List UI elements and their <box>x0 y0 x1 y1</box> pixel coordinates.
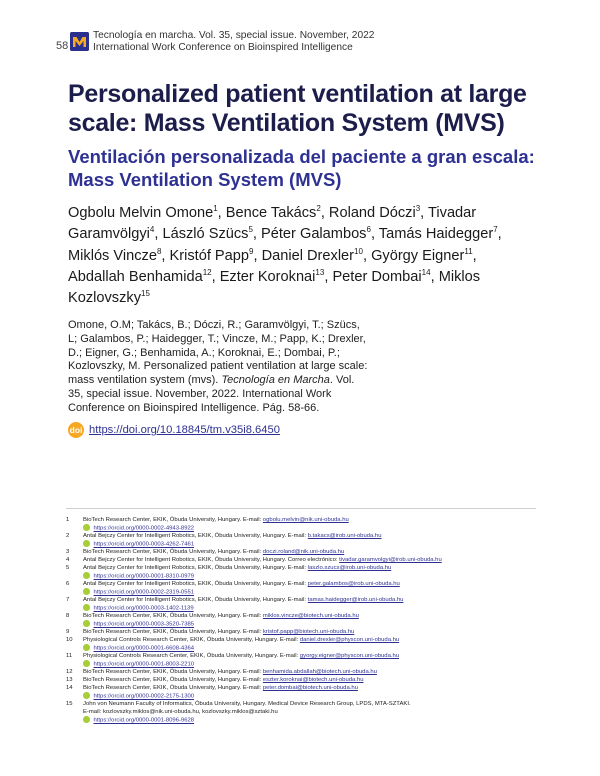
footnotes <box>66 516 546 724</box>
article-title-english: Personalized patient ventilation at large scale: Mass Ventilation System (MVS) <box>68 80 527 137</box>
citation-rest: . Vol. 35, special issue. November, 2022. International Work Conference on Bioinspired Intelligence. Pág. 58-66. <box>68 374 355 414</box>
author-affiliation-mark: 10 <box>354 246 363 256</box>
footnote-text: BioTech Research Center, EKIK, Óbuda University, Hungary. E-mail: <box>83 677 263 683</box>
author-name: Miklos Kozlovszky <box>68 268 481 307</box>
author-list: Ogbolu Melvin Omone$^1$, Bence Takács$^2$, Roland Dóczi$^3$, Tivadar Garamvölgyi$^4$, László Szücs$^5$, Péter Galambos$^6$, Tamás Haidegger$^7$, Miklós Vincze$^8$, Kristóf Papp$^9$, Daniel Drexler$^{10}$, György Eigner$^{11}$, Abdallah Benhamida$^{12}$, Ezter Koroknai$^{13}$, Peter Dombai$^{14}$, Miklos Kozlovszky$^{15}$ <box>68 204 502 307</box>
author-name: Bence Takács <box>225 205 317 221</box>
footnote-number: 11 <box>66 653 73 659</box>
footnote-divider <box>66 508 536 509</box>
footnote-email-link[interactable]: doczi.roland@nik.uni-obuda.hu <box>262 549 345 555</box>
citation-text: Omone, O.M; Takács, B.; Dóczi, R.; Garamvölgyi, T.; Szücs, L; Galambos, P.; Haidegger, T.; Vincze, M.; Papp, K.; Drexler, D.; Eigner, G.; Benhamida, A.; Koroknai, E.; Dombai, P.; Kozlovszky, M. Personalized patient ventilation at large scale: mass ventilation system (mvs). <box>68 319 368 387</box>
doi-link[interactable]: https://doi.org/10.18845/tm.v35i8.6450 <box>89 424 280 436</box>
orcid-line <box>66 524 546 532</box>
doi-icon: doi <box>68 422 84 438</box>
footnote-text: Antal Bejczy Center for Intelligent Robotics, EKIK, Óbuda University, Hungary. Correo electrónico: <box>83 557 340 563</box>
orcid-line <box>66 644 546 652</box>
footnote-email-link[interactable]: tamas.haidegger@irob.uni-obuda.hu <box>307 597 404 603</box>
footnote-email-link[interactable]: daniel.drexler@physcon.uni-obuda.hu <box>299 637 400 643</box>
footnote <box>66 628 546 636</box>
orcid-line <box>66 660 546 668</box>
orcid-link[interactable]: https://orcid.org/0000-0002-2175-1300 <box>93 693 195 700</box>
footnote-email-link[interactable]: benhamida.abdallah@biotech.uni-obuda.hu <box>262 669 377 675</box>
orcid-link[interactable]: https://orcid.org/0000-0001-8003-2210 <box>93 661 195 668</box>
author-affiliation-mark: 7 <box>493 225 498 235</box>
footnote <box>66 548 546 556</box>
author-affiliation-mark: 12 <box>202 267 212 277</box>
orcid-icon <box>83 620 90 627</box>
footnote-number: 5 <box>66 565 70 571</box>
footnote <box>66 612 546 620</box>
footnote <box>66 636 546 644</box>
orcid-line <box>66 604 546 612</box>
footnote <box>66 556 546 564</box>
footnote-text: BioTech Research Center, EKIK, Óbuda University, Hungary. E-mail: <box>83 613 263 619</box>
footnote-text: Physiological Controls Research Center, EKIK, Óbuda University, Hungary. E-mail: <box>83 653 300 659</box>
author-affiliation-mark: 3 <box>415 204 421 213</box>
footnote-number: 4 <box>66 557 70 563</box>
footnote-number: 9 <box>66 629 70 635</box>
footnote <box>66 596 546 604</box>
footnote-number: 1 <box>66 517 70 523</box>
footnote-text: BioTech Research Center, EKIK, Óbuda University, Hungary. E-mail: <box>83 669 263 675</box>
footnote <box>66 684 546 692</box>
orcid-icon <box>83 644 90 651</box>
author-name: Daniel Drexler <box>261 247 355 264</box>
author-name: Peter Dombai <box>332 268 422 285</box>
footnote-text: BioTech Research Center, EKIK, Óbuda University, Hungary. E-mail: <box>83 629 263 635</box>
footnote-number: 8 <box>66 613 70 619</box>
footnote-number: 3 <box>66 549 70 555</box>
orcid-line <box>66 588 546 596</box>
author-affiliation-mark: 8 <box>156 246 162 256</box>
author-affiliation-mark: 13 <box>315 267 325 277</box>
footnote-text: BioTech Research Center, EKIK, Óbuda University, Hungary. E-mail: <box>83 685 263 691</box>
footnote-continuation: E-mail: kozlovszky.miklos@nik.uni-obuda.hu, kozlovszky.miklos@sztaki.hu <box>83 709 278 715</box>
footnote-text: BioTech Research Center, EKIK, Óbuda University, Hungary. E-mail: <box>83 549 263 555</box>
footnote-email-link[interactable]: peter.dombai@biotech.uni-obuda.hu <box>262 685 358 691</box>
author-affiliation-mark: 1 <box>213 204 218 213</box>
footnote-number: 13 <box>66 677 73 683</box>
orcid-link[interactable]: https://orcid.org/0000-0001-8310-0979 <box>93 573 195 580</box>
footnote <box>66 580 546 588</box>
author-affiliation-mark: 2 <box>316 204 321 213</box>
journal-logo <box>70 32 89 51</box>
footnote-email-link[interactable]: kristof.papp@biotech.uni-obuda.hu <box>262 629 355 635</box>
footnote <box>66 564 546 572</box>
orcid-icon <box>83 524 90 531</box>
author-affiliation-mark: 11 <box>464 246 473 256</box>
author-name: László Szücs <box>162 226 249 243</box>
footnote-text: Physiological Controls Research Center, EKIK, Óbuda University, Hungary. E-mail: <box>83 637 300 643</box>
article-title-spanish: Ventilación personalizada del paciente a gran escala: Mass Ventilation System (MVS) <box>68 146 535 190</box>
footnote-email-link[interactable]: miklos.vincze@biotech.uni-obuda.hu <box>262 613 359 619</box>
author-name: György Eigner <box>371 247 465 264</box>
orcid-icon <box>83 588 90 595</box>
journal-line-1: Tecnología en marcha. Vol. 35, special issue. November, 2022 <box>93 30 375 41</box>
orcid-link[interactable]: https://orcid.org/0000-0002-2319-0551 <box>93 589 195 596</box>
author-affiliation-mark: 5 <box>248 225 253 235</box>
footnote-number: 14 <box>66 685 73 691</box>
footnote-text: Antal Bejczy Center for Intelligent Robotics, EKIK, Óbuda University, Hungary. E-mail: <box>83 597 308 603</box>
citation <box>68 319 368 416</box>
orcid-icon <box>83 604 90 611</box>
footnote <box>66 676 546 684</box>
footnote-number: 10 <box>66 637 73 643</box>
orcid-link[interactable]: https://orcid.org/0000-0003-1402-1139 <box>93 605 194 612</box>
footnote-text: Antal Bejczy Center for Intelligent Robotics, EKIK, Óbuda University, Hungary. E-mail: <box>83 533 308 539</box>
footnote-text: Antal Bejczy Center for Intelligent Robotics, EKIK, Óbuda University, Hungary. E-mail: <box>83 565 308 571</box>
author-name: Péter Galambos <box>261 226 367 243</box>
doi-block <box>68 422 280 438</box>
footnote <box>66 516 546 524</box>
journal-line-2: International Work Conference on Bioinspired Intelligence <box>93 42 353 53</box>
footnote-email-link[interactable]: peter.galambos@irob.uni-obuda.hu <box>307 581 400 587</box>
author-name: Kristóf Papp <box>169 247 250 264</box>
footnote-email-link[interactable]: gyorgy.eigner@physcon.uni-obuda.hu <box>299 653 400 659</box>
orcid-link[interactable]: https://orcid.org/0000-0003-4262-7461 <box>93 541 195 548</box>
footnote-email-link[interactable]: ogbolu.melvin@nik.uni-obuda.hu <box>262 517 349 523</box>
orcid-line <box>66 620 546 628</box>
orcid-link[interactable]: https://orcid.org/0000-0002-4943-8922 <box>93 525 195 532</box>
author-name: Roland Dóczi <box>328 205 416 221</box>
footnote <box>66 668 546 676</box>
author-name: Tivadar Garamvölgyi <box>68 205 477 243</box>
footnote-email-link[interactable]: tivadar.garamvolgyi@irob.uni-obuda.hu <box>339 557 442 563</box>
author-affiliation-mark: 4 <box>149 225 155 235</box>
author-affiliation-mark: 9 <box>249 246 254 256</box>
footnote-email-link[interactable]: b.takacs@irob.uni-obuda.hu <box>307 533 382 539</box>
footnote-text: BioTech Research Center, EKIK, Óbuda University, Hungary. E-mail: <box>83 517 263 523</box>
footnote-text: John von Neumann Faculty of Informatics, Óbuda University, Hungary. Medical Device Research Group, LPDS, MTA-SZTAKI. <box>83 701 411 707</box>
footnote <box>66 652 546 660</box>
orcid-line <box>66 716 546 724</box>
journal-header <box>93 30 374 54</box>
page-number: 58 <box>56 40 69 52</box>
orcid-icon <box>83 716 90 723</box>
footnote-text: Antal Bejczy Center for Intelligent Robotics, EKIK, Óbuda University, Hungary. E-mail: <box>83 581 308 587</box>
author-affiliation-mark: 14 <box>421 267 431 277</box>
footnote-email-link[interactable]: laszlo.szucs@irob.uni-obuda.hu <box>307 565 392 571</box>
citation-journal: Tecnología en Marcha <box>221 374 330 387</box>
orcid-line <box>66 540 546 548</box>
orcid-link[interactable]: https://orcid.org/0000-0001-6608-4364 <box>93 645 195 652</box>
footnote-number: 2 <box>66 533 70 539</box>
footnote-number: 12 <box>66 669 73 675</box>
orcid-icon <box>83 660 90 667</box>
author-name: Miklós Vincze <box>68 247 157 264</box>
orcid-line <box>66 692 546 700</box>
orcid-icon <box>83 540 90 547</box>
author-name: Tamás Haidegger <box>378 226 494 243</box>
orcid-link[interactable]: https://orcid.org/0000-0003-3520-7385 <box>93 621 195 628</box>
orcid-line <box>66 572 546 580</box>
orcid-icon <box>83 692 90 699</box>
author-name: Ogbolu Melvin Omone <box>68 205 214 221</box>
author-name: Ezter Koroknai <box>219 268 316 285</box>
footnote-number: 6 <box>66 581 70 587</box>
footnote <box>66 700 546 708</box>
footnote <box>66 532 546 540</box>
author-name: Abdallah Benhamida <box>68 268 203 285</box>
author-affiliation-mark: 6 <box>366 225 371 235</box>
orcid-link[interactable]: https://orcid.org/0000-0001-8096-9628 <box>93 717 195 724</box>
footnote-email-link[interactable]: eszter.koroknai@biotech.uni-obuda.hu <box>262 677 364 683</box>
author-affiliation-mark: 15 <box>141 289 150 299</box>
orcid-icon <box>83 572 90 579</box>
footnote-number: 7 <box>66 597 70 603</box>
footnote-number: 15 <box>66 701 73 707</box>
